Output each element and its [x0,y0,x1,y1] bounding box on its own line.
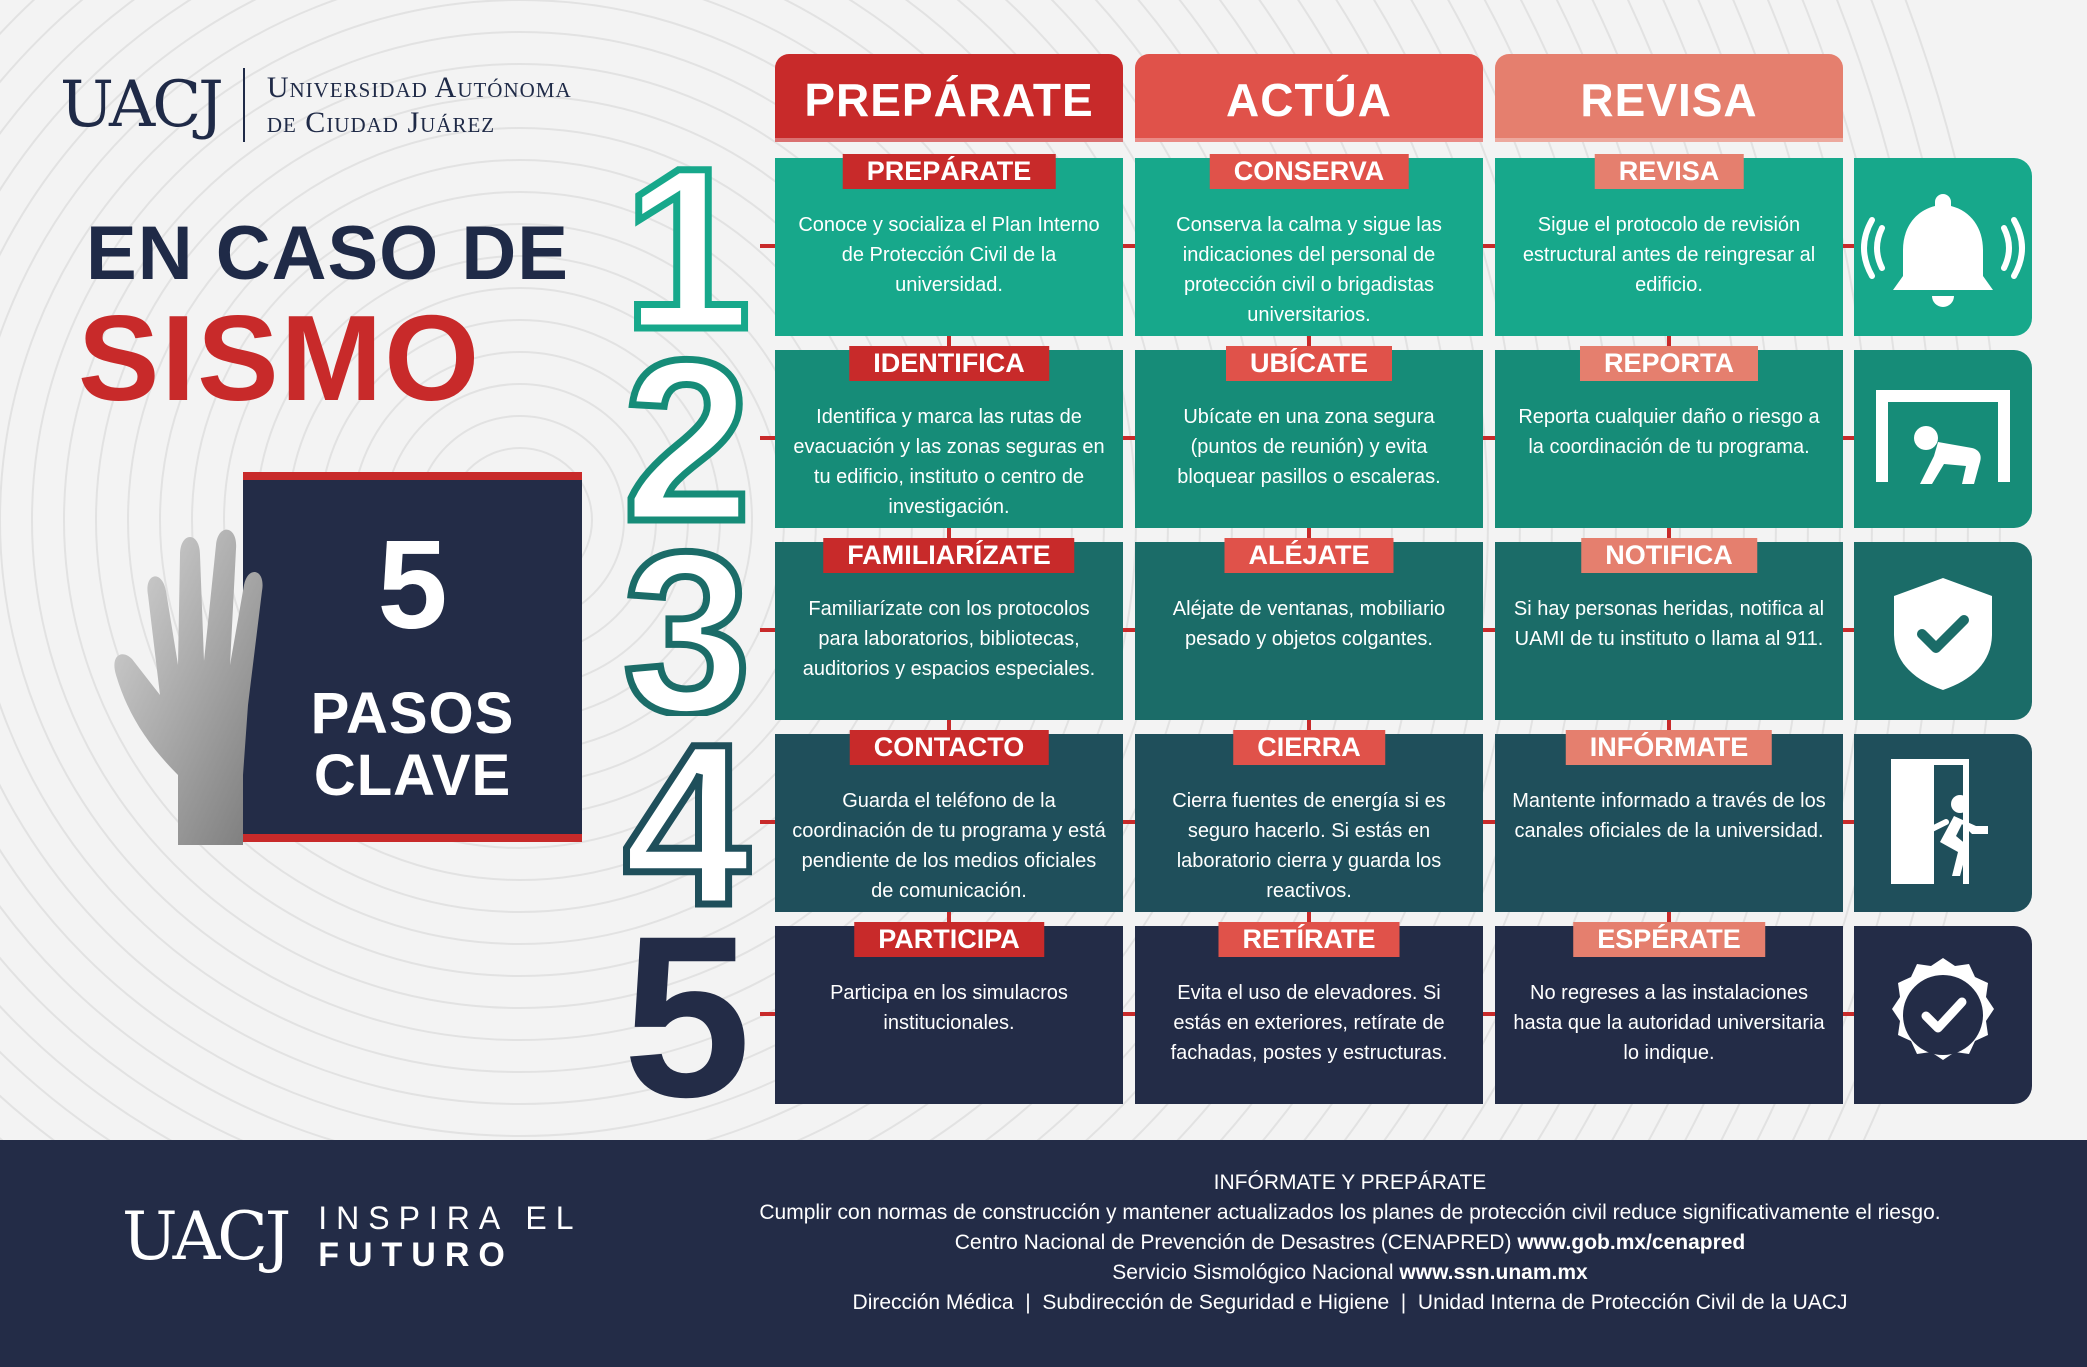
footer-info [640,1168,2060,1318]
step-cell [775,350,1123,528]
take-cover-icon [1854,350,2032,528]
step-number-3 [612,536,752,716]
step-cell-label: CONTACTO [850,730,1049,765]
footer-slogan-line2: FUTURO [318,1235,514,1274]
step-cell [1135,926,1483,1104]
uacj-header-logo [60,68,572,142]
step-cell-text: Conoce y socializa el Plan Interno de Protección Civil de la universidad. [798,214,1100,296]
exit-door-icon [1854,734,2032,912]
step-cell [1495,542,1843,720]
cell-connector [1483,1012,1495,1016]
badge-word2: CLAVE [313,743,512,808]
step-cell [775,926,1123,1104]
step-cell-label: REVISA [1595,154,1744,189]
step-number-text: 1 [623,152,751,332]
cell-connector [1483,244,1495,248]
ssn-link[interactable]: www.ssn.unam.mx [1399,1261,1588,1284]
footer-ssn [640,1258,2060,1288]
step-cell-text: Mantente informado a través de los canales oficiales de la universidad. [1512,790,1826,842]
university-name-line1: Universidad Autónoma [266,71,572,104]
step-cell-text: Conserva la calma y sigue las indicaciones del personal de protección civil o brigadistas universitarios. [1176,214,1442,326]
column-header-1: ACTÚA [1135,54,1483,142]
step-number-text: 3 [623,536,751,716]
step-cell-label: PREPÁRATE [843,154,1056,189]
step-cell-label: ALÉJATE [1224,538,1393,573]
step-cell [1495,734,1843,912]
column-header-0: PREPÁRATE [775,54,1123,142]
footer-line1: Cumplir con normas de construcción y mantener actualizados los planes de protección civil reduce significativamente el riesgo. [759,1201,1941,1224]
row-connector [760,244,775,248]
step-number-1 [612,152,752,332]
step-cell-text: Si hay personas heridas, notifica al UAMI de tu instituto o llama al 911. [1513,598,1825,650]
step-cell-text: Aléjate de ventanas, mobiliario pesado y objetos colgantes. [1172,598,1446,650]
university-name-line2: de Ciudad Juárez [266,106,496,139]
step-cell [775,158,1123,336]
step-number-text: 4 [623,728,751,908]
icon-connector [1843,820,1854,824]
logo-divider [243,68,245,142]
cell-connector [1123,628,1135,632]
step-number-text: 2 [623,344,751,524]
footer-cenapred [640,1228,2060,1258]
step-cell-label: REPORTA [1580,346,1758,381]
step-cell-label: CONSERVA [1210,154,1409,189]
cenapred-link[interactable]: www.gob.mx/cenapred [1517,1231,1746,1254]
step-number-4 [612,728,752,908]
step-cell-label: PARTICIPA [854,922,1044,957]
step-cell-label: UBÍCATE [1226,346,1392,381]
step-cell [1495,926,1843,1104]
footer-credits: Dirección Médica | Subdirección de Seguridad e Higiene | Unidad Interna de Protección Civil de la UACJ [852,1291,1848,1314]
step-cell [1135,734,1483,912]
step-cell-text: Cierra fuentes de energía si es seguro hacerlo. Si estás en laboratorio cierra y guarda los reactivos. [1172,790,1446,902]
uacj-logo-mark: UACJ [60,68,221,142]
step-number-text: 5 [623,920,751,1100]
row-connector [760,1012,775,1016]
step-cell [1135,158,1483,336]
cell-connector [1123,1012,1135,1016]
step-cell-text: Sigue el protocolo de revisión estructural antes de reingresar al edificio. [1522,214,1816,296]
title-line2: SISMO [78,290,482,426]
step-cell-label: IDENTIFICA [849,346,1049,381]
title-line1: EN CASO DE [86,211,569,296]
column-header-2: REVISA [1495,54,1843,142]
ssn-label: Servicio Sismológico Nacional [1112,1261,1394,1284]
footer [0,1140,2087,1367]
step-cell-text: Familiarízate con los protocolos para laboratorios, bibliotecas, auditorios y espacios especiales. [802,598,1096,680]
step-cell-text: Reporta cualquier daño o riesgo a la coordinación de tu programa. [1518,406,1820,458]
footer-logo-mark: UACJ [122,1198,289,1275]
step-cell [1495,350,1843,528]
step-number-2 [612,344,752,524]
step-cell-label: RETÍRATE [1219,922,1400,957]
cenapred-label: Centro Nacional de Prevención de Desastres (CENAPRED) [954,1231,1512,1254]
university-name [267,70,572,140]
five-steps-badge [243,472,582,842]
cell-connector [1483,628,1495,632]
row-connector [760,820,775,824]
step-cell [775,542,1123,720]
icon-connector [1843,1012,1854,1016]
badge-number: 5 [377,514,448,655]
footer-heading: INFÓRMATE Y PREPÁRATE [1213,1171,1487,1194]
icon-connector [1843,628,1854,632]
badge-word1: PASOS [310,681,515,746]
step-cell-label: FAMILIARÍZATE [823,538,1074,573]
step-cell-text: Identifica y marca las rutas de evacuación y las zonas seguras en tu edificio, instituto o centro de investigación. [793,406,1105,518]
cell-connector [1483,820,1495,824]
step-cell-label: NOTIFICA [1581,538,1757,573]
badge-top-bar [243,472,582,480]
step-number-5 [612,920,752,1100]
step-cell-text: Evita el uso de elevadores. Si estás en exteriores, retírate de fachadas, postes y estructuras. [1170,982,1448,1064]
step-cell [1135,542,1483,720]
raised-hand-icon [108,445,268,845]
step-cell [775,734,1123,912]
step-cell [1135,350,1483,528]
step-cell-text: No regreses a las instalaciones hasta que la autoridad universitaria lo indique. [1513,982,1825,1064]
verified-badge-icon [1854,926,2032,1104]
step-cell-label: ESPÉRATE [1573,922,1765,957]
alarm-bell-icon [1854,158,2032,336]
step-cell-label: CIERRA [1233,730,1385,765]
step-cell-text: Ubícate en una zona segura (puntos de reunión) y evita bloquear pasillos o escaleras. [1177,406,1441,488]
row-connector [760,628,775,632]
uacj-footer-logo [122,1198,583,1275]
step-cell-label: INFÓRMATE [1566,730,1772,765]
cell-connector [1123,436,1135,440]
cell-connector [1123,244,1135,248]
step-cell [1495,158,1843,336]
icon-connector [1843,244,1854,248]
shield-check-icon [1854,542,2032,720]
step-cell-text: Guarda el teléfono de la coordinación de tu programa y está pendiente de los medios oficiales de comunicación. [792,790,1106,902]
footer-slogan-line1: INSPIRA EL [318,1199,583,1236]
cell-connector [1123,820,1135,824]
icon-connector [1843,436,1854,440]
row-connector [760,436,775,440]
step-cell-text: Participa en los simulacros institucionales. [830,982,1068,1034]
cell-connector [1483,436,1495,440]
